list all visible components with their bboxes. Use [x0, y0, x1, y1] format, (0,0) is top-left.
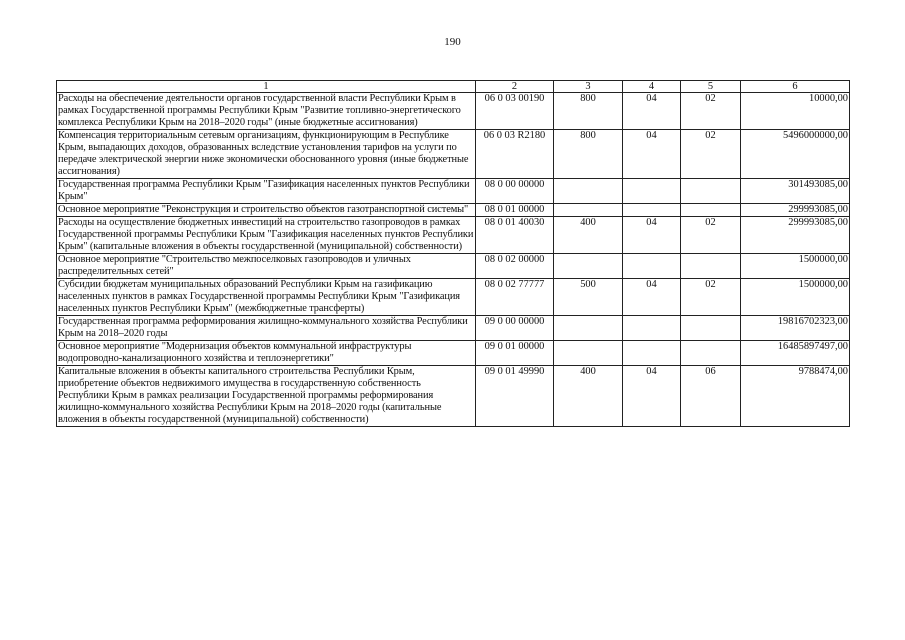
table-row [57, 204, 850, 217]
row-subsection: 02 [681, 93, 741, 130]
row-amount: 19816702323,00 [741, 316, 850, 341]
row-subsection [681, 316, 741, 341]
row-expense-type: 500 [554, 279, 623, 316]
table-row [57, 130, 850, 179]
row-target-code: 06 0 03 00190 [476, 93, 554, 130]
row-target-code: 08 0 01 40030 [476, 217, 554, 254]
row-subsection: 06 [681, 366, 741, 427]
row-target-code: 08 0 02 00000 [476, 254, 554, 279]
row-section: 04 [623, 130, 681, 179]
row-amount: 299993085,00 [741, 204, 850, 217]
row-amount: 5496000000,00 [741, 130, 850, 179]
row-name: Государственная программа реформирования жилищно-коммунального хозяйства Республики Крым на 2018–2020 годы [57, 316, 476, 341]
row-subsection: 02 [681, 130, 741, 179]
row-name: Капитальные вложения в объекты капитального строительства Республики Крым, приобретение объектов недвижимого имущества в государственную собственность Республики Крым в рамках реализации Государственной программы реформирования жилищно-коммунального хозяйства Республики Крым на 2018–2020 годы (капитальные вложения в объекты государственной (муниципальной) собственности) [57, 366, 476, 427]
row-target-code: 09 0 00 00000 [476, 316, 554, 341]
column-header-3: 3 [554, 81, 623, 93]
row-section: 04 [623, 279, 681, 316]
row-name: Основное мероприятие "Строительство межпоселковых газопроводов и уличных распределительных сетей" [57, 254, 476, 279]
row-name: Субсидии бюджетам муниципальных образований Республики Крым на газификацию населенных пунктов в рамках Государственной программы Республики Крым "Газификация населенных пунктов Республики Крым" (межбюджетные трансферты) [57, 279, 476, 316]
row-subsection [681, 341, 741, 366]
row-expense-type [554, 341, 623, 366]
table-row [57, 366, 850, 427]
row-name: Основное мероприятие "Модернизация объектов коммунальной инфраструктуры водопроводно-канализационного хозяйства и теплоэнергетики" [57, 341, 476, 366]
table-row [57, 254, 850, 279]
row-section: 04 [623, 93, 681, 130]
row-amount: 9788474,00 [741, 366, 850, 427]
page-number: 190 [444, 36, 461, 48]
row-amount: 1500000,00 [741, 254, 850, 279]
row-section: 04 [623, 366, 681, 427]
table-header-row [57, 81, 850, 93]
column-header-1: 1 [57, 81, 476, 93]
column-header-5: 5 [681, 81, 741, 93]
row-target-code: 08 0 02 77777 [476, 279, 554, 316]
row-target-code: 09 0 01 49990 [476, 366, 554, 427]
row-expense-type: 400 [554, 217, 623, 254]
row-expense-type: 800 [554, 130, 623, 179]
table-row [57, 179, 850, 204]
row-expense-type [554, 316, 623, 341]
row-section [623, 179, 681, 204]
row-target-code: 08 0 01 00000 [476, 204, 554, 217]
row-subsection [681, 204, 741, 217]
row-section [623, 341, 681, 366]
row-subsection: 02 [681, 279, 741, 316]
table-row [57, 93, 850, 130]
row-target-code: 08 0 00 00000 [476, 179, 554, 204]
row-name: Основное мероприятие "Реконструкция и строительство объектов газотранспортной системы" [57, 204, 476, 217]
row-section [623, 316, 681, 341]
row-name: Компенсация территориальным сетевым организациям, функционирующим в Республике Крым, выпадающих доходов, образованных вследствие установления тарифов на услуги по передаче электрической энергии ниже экономически обоснованного уровня (иные бюджетные ассигнования) [57, 130, 476, 179]
row-subsection [681, 179, 741, 204]
row-expense-type [554, 179, 623, 204]
row-expense-type: 400 [554, 366, 623, 427]
row-section [623, 254, 681, 279]
row-name: Государственная программа Республики Крым "Газификация населенных пунктов Республики Крым" [57, 179, 476, 204]
row-section [623, 204, 681, 217]
row-target-code: 09 0 01 00000 [476, 341, 554, 366]
row-amount: 301493085,00 [741, 179, 850, 204]
budget-table [56, 80, 850, 427]
table-row [57, 316, 850, 341]
row-expense-type [554, 254, 623, 279]
row-name: Расходы на обеспечение деятельности органов государственной власти Республики Крым в рамках Государственной программы Республики Крым "Развитие топливно-энергетического комплекса Республики Крым на 2018–2020 годы" (иные бюджетные ассигнования) [57, 93, 476, 130]
table-row [57, 341, 850, 366]
row-subsection: 02 [681, 217, 741, 254]
row-amount: 299993085,00 [741, 217, 850, 254]
table-row [57, 279, 850, 316]
row-amount: 1500000,00 [741, 279, 850, 316]
row-target-code: 06 0 03 R2180 [476, 130, 554, 179]
column-header-6: 6 [741, 81, 850, 93]
row-expense-type [554, 204, 623, 217]
row-amount: 10000,00 [741, 93, 850, 130]
row-name: Расходы на осуществление бюджетных инвестиций на строительство газопроводов в рамках Государственной программы Республики Крым "Газификация населенных пунктов Республики Крым" (капитальные вложения в объекты государственной (муниципальной) собственности) [57, 217, 476, 254]
column-header-2: 2 [476, 81, 554, 93]
column-header-4: 4 [623, 81, 681, 93]
table-row [57, 217, 850, 254]
row-amount: 16485897497,00 [741, 341, 850, 366]
row-expense-type: 800 [554, 93, 623, 130]
row-subsection [681, 254, 741, 279]
row-section: 04 [623, 217, 681, 254]
